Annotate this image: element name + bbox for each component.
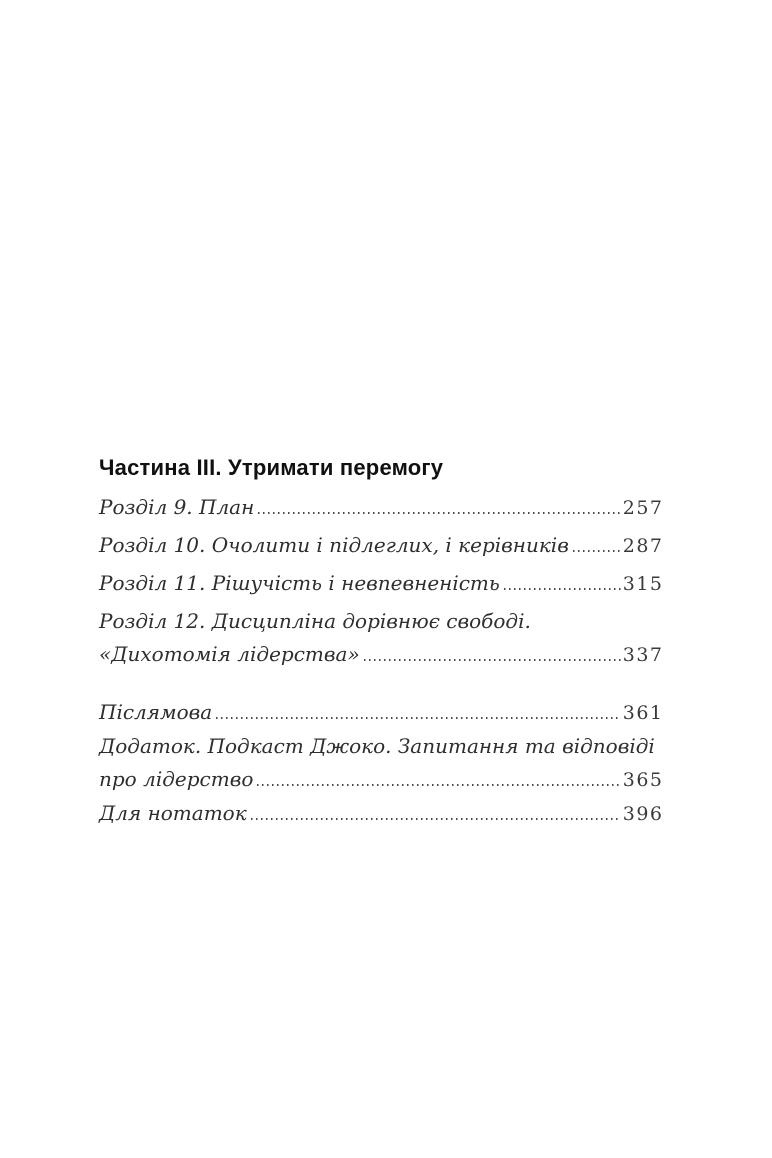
toc-entry-notes bbox=[99, 797, 662, 831]
toc-entry-title: Розділ 9. План bbox=[99, 495, 255, 519]
part-heading: Частина III. Утримати перемогу bbox=[99, 455, 444, 480]
dot-leader bbox=[573, 550, 621, 552]
toc-entry-title-line2: «Дихотомія лідерства» bbox=[99, 642, 360, 666]
toc-page-number: 396 bbox=[622, 803, 664, 825]
toc-entry-chapter-10 bbox=[99, 529, 662, 563]
toc-entry-afterword bbox=[99, 696, 662, 730]
toc-entry-title-line1: Додаток. Подкаст Джоко. Запитання та відповіді bbox=[99, 734, 655, 758]
toc-entry-title: Післямова bbox=[99, 700, 213, 724]
toc-page-number: 315 bbox=[622, 573, 664, 595]
toc-page-number: 361 bbox=[622, 702, 664, 724]
dot-leader bbox=[216, 717, 621, 719]
toc-chapter-list bbox=[99, 491, 662, 672]
dot-leader bbox=[258, 512, 620, 514]
toc-page-number: 287 bbox=[622, 535, 664, 557]
toc-entry-title: Розділ 11. Рішучість і невпевненість bbox=[99, 571, 500, 595]
toc-page-number: 365 bbox=[622, 769, 664, 791]
dot-leader bbox=[364, 659, 621, 661]
toc-entry-appendix bbox=[99, 730, 662, 797]
toc-entry-title-line1: Розділ 12. Дисципліна дорівнює свободі. bbox=[99, 609, 531, 633]
toc-page-number: 257 bbox=[622, 497, 664, 519]
dot-leader bbox=[504, 588, 621, 590]
toc-back-matter-list bbox=[99, 696, 662, 831]
toc-entry-title-line2: про лідерство bbox=[99, 767, 254, 791]
toc-page-number: 337 bbox=[622, 644, 664, 666]
toc-content bbox=[99, 455, 662, 831]
dot-leader bbox=[251, 818, 621, 820]
dot-leader bbox=[257, 784, 620, 786]
toc-entry-chapter-11 bbox=[99, 567, 662, 601]
toc-entry-chapter-9 bbox=[99, 491, 662, 525]
toc-entry-chapter-12 bbox=[99, 605, 662, 672]
toc-entry-title: Розділ 10. Очолити і підлеглих, і керівників bbox=[99, 533, 569, 557]
toc-entry-title: Для нотаток bbox=[99, 801, 247, 825]
